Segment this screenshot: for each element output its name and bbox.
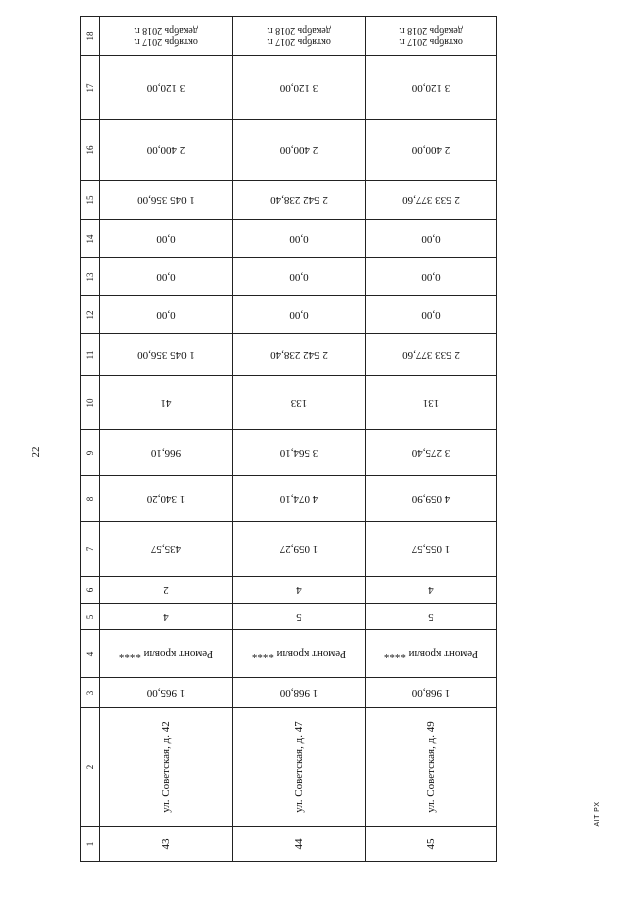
table-cell: 4 074,10 — [233, 476, 366, 522]
table-cell: 2 533 377,60 — [366, 181, 497, 220]
table-cell: 131 — [366, 376, 497, 430]
table-cell: 1 059,27 — [233, 522, 366, 577]
table-cell: 1 968,00 — [233, 678, 366, 708]
table-row — [81, 430, 497, 476]
table-cell: 45 — [366, 827, 497, 862]
column-number-cell: 9 — [81, 430, 100, 476]
rotated-table-region — [80, 16, 496, 862]
table-row — [81, 258, 497, 296]
table-row — [81, 56, 497, 120]
table-cell: 4 — [366, 577, 497, 604]
table-cell: 2 400,00 — [100, 120, 233, 181]
column-number-cell: 2 — [81, 708, 100, 827]
column-number-cell: 11 — [81, 334, 100, 376]
column-number-cell: 18 — [81, 17, 100, 56]
table-cell: 0,00 — [233, 220, 366, 258]
table-cell: ул. Советская, д. 42 — [100, 708, 233, 827]
table-cell: Ремонт кровли **** — [233, 630, 366, 678]
table-cell: 0,00 — [233, 296, 366, 334]
table-cell: 3 564,10 — [233, 430, 366, 476]
table-cell: 966,10 — [100, 430, 233, 476]
table-cell: 4 — [100, 604, 233, 630]
table-row — [81, 120, 497, 181]
table-cell: 44 — [233, 827, 366, 862]
table-row — [81, 708, 497, 827]
table-cell: 5 — [366, 604, 497, 630]
table-row — [81, 827, 497, 862]
table-cell: 1 340,20 — [100, 476, 233, 522]
column-number-cell: 14 — [81, 220, 100, 258]
table-row — [81, 678, 497, 708]
table-cell: 1 045 356,00 — [100, 181, 233, 220]
table-cell: 0,00 — [100, 220, 233, 258]
table-cell: 3 120,00 — [100, 56, 233, 120]
table-cell: октябрь 2017 г. декабрь 2018 г. — [366, 17, 497, 56]
table-cell: 1 045 356,00 — [100, 334, 233, 376]
column-number-cell: 17 — [81, 56, 100, 120]
footer-code: AIT PX — [593, 801, 601, 827]
table-cell: 41 — [100, 376, 233, 430]
table-cell: 2 533 377,60 — [366, 334, 497, 376]
column-number-cell: 4 — [81, 630, 100, 678]
table-cell: 43 — [100, 827, 233, 862]
column-number-cell: 5 — [81, 604, 100, 630]
table-cell: Ремонт кровли **** — [366, 630, 497, 678]
table-cell: 0,00 — [233, 258, 366, 296]
table-cell: 2 542 238,40 — [233, 181, 366, 220]
table-row — [81, 296, 497, 334]
table-row — [81, 220, 497, 258]
data-table — [80, 16, 497, 862]
table-row — [81, 17, 497, 56]
table-cell: 0,00 — [100, 258, 233, 296]
table-cell: 1 968,00 — [366, 678, 497, 708]
table-cell: 4 — [233, 577, 366, 604]
table-cell: 2 — [100, 577, 233, 604]
table-cell: ул. Советская, д. 49 — [366, 708, 497, 827]
table-cell: октябрь 2017 г. декабрь 2018 г. — [100, 17, 233, 56]
table-cell: Ремонт кровли **** — [100, 630, 233, 678]
table-cell: 2 400,00 — [366, 120, 497, 181]
table-row — [81, 476, 497, 522]
column-number-cell: 3 — [81, 678, 100, 708]
table-cell: 2 542 238,40 — [233, 334, 366, 376]
column-number-cell: 15 — [81, 181, 100, 220]
column-number-cell: 8 — [81, 476, 100, 522]
table-cell: 435,57 — [100, 522, 233, 577]
table-cell: 2 400,00 — [233, 120, 366, 181]
table-cell: 3 275,40 — [366, 430, 497, 476]
column-number-cell: 12 — [81, 296, 100, 334]
table-cell: 5 — [233, 604, 366, 630]
table-cell: 1 055,57 — [366, 522, 497, 577]
table-row — [81, 577, 497, 604]
table-cell: 4 059,90 — [366, 476, 497, 522]
column-number-cell: 16 — [81, 120, 100, 181]
table-row — [81, 630, 497, 678]
column-number-cell: 13 — [81, 258, 100, 296]
table-row — [81, 334, 497, 376]
table-cell: 0,00 — [366, 220, 497, 258]
table-cell: 0,00 — [366, 296, 497, 334]
table-row — [81, 376, 497, 430]
table-row — [81, 181, 497, 220]
table-row — [81, 604, 497, 630]
column-number-cell: 10 — [81, 376, 100, 430]
table-cell: ул. Советская, д. 47 — [233, 708, 366, 827]
table-cell: 3 120,00 — [366, 56, 497, 120]
table-cell: 1 965,00 — [100, 678, 233, 708]
table-row — [81, 522, 497, 577]
table-cell: октябрь 2017 г. декабрь 2018 г. — [233, 17, 366, 56]
column-number-cell: 6 — [81, 577, 100, 604]
table-cell: 3 120,00 — [233, 56, 366, 120]
table-cell: 0,00 — [100, 296, 233, 334]
table-cell: 133 — [233, 376, 366, 430]
column-number-cell: 1 — [81, 827, 100, 862]
column-number-cell: 7 — [81, 522, 100, 577]
page-number: 22 — [30, 446, 42, 458]
table-cell: 0,00 — [366, 258, 497, 296]
